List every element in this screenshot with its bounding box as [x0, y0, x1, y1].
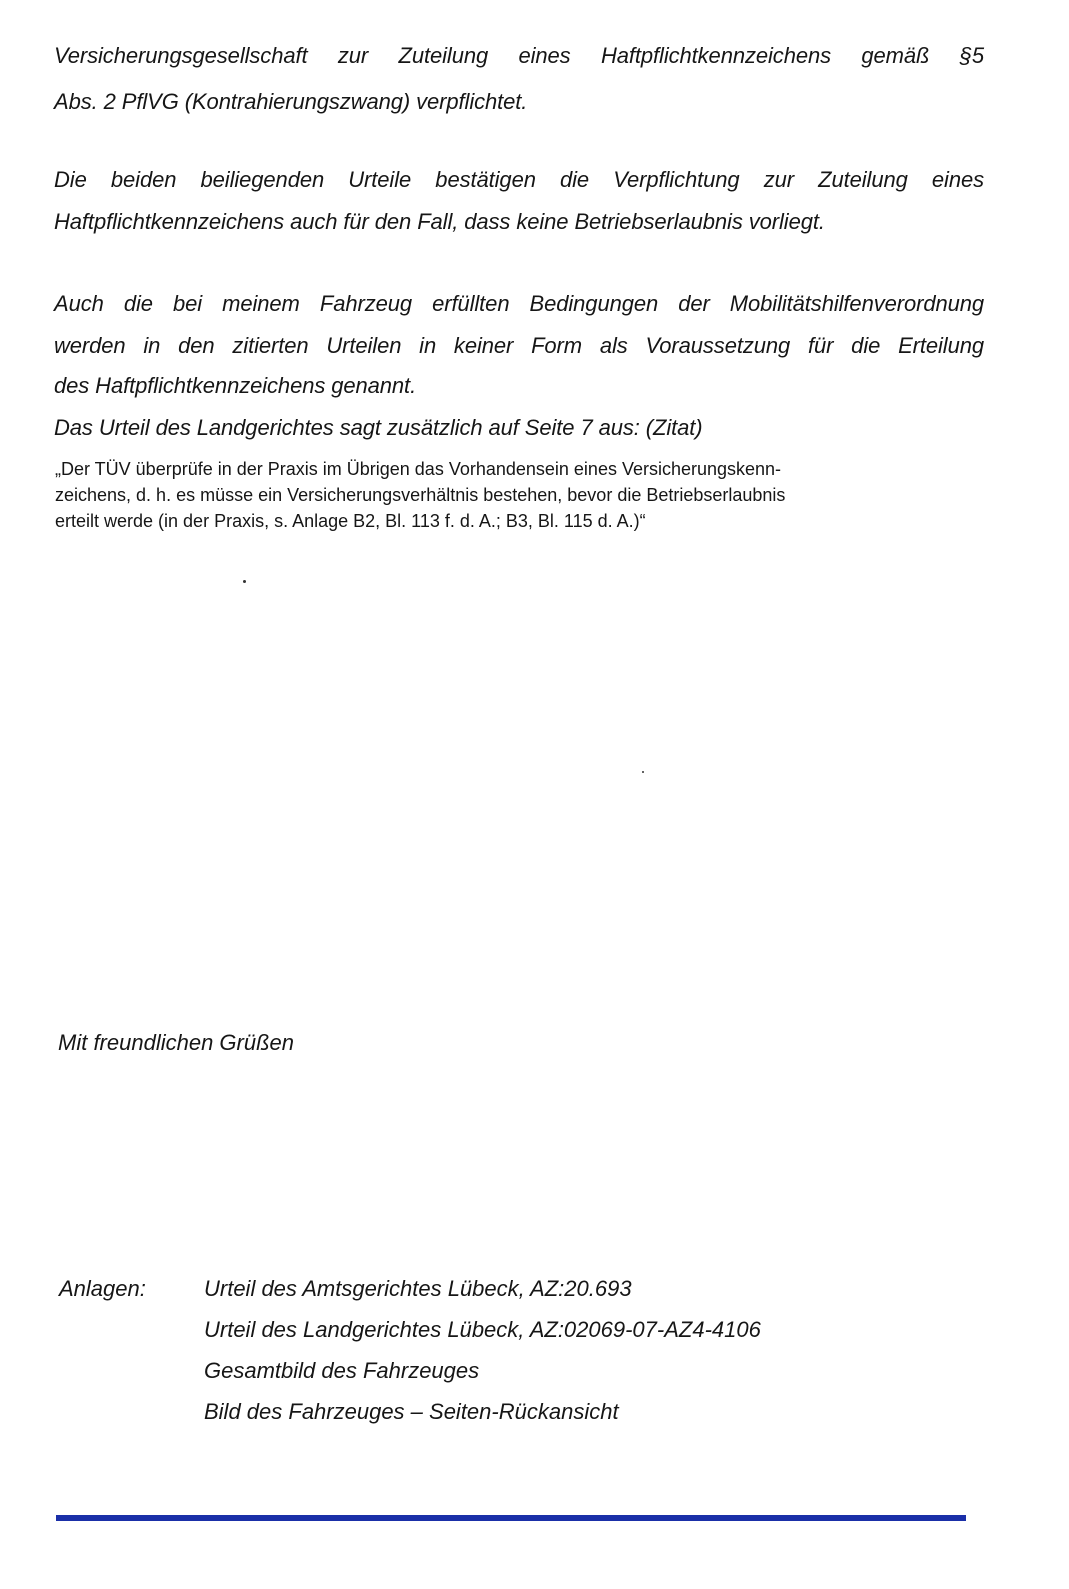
quote-line-3: erteilt werde (in der Praxis, s. Anlage B2, Bl. 113 f. d. A.; B3, Bl. 115 d. A.)“: [55, 511, 646, 531]
paragraph-1-line-1: Versicherungsgesellschaft zur Zuteilung eines Haftpflichtkennzeichens gemäß §5: [54, 43, 984, 68]
paragraph-2-line-2: Haftpflichtkennzeichens auch für den Fall, dass keine Betriebserlaubnis vorliegt.: [54, 209, 825, 234]
closing-salutation: Mit freundlichen Grüßen: [58, 1030, 294, 1055]
paragraph-2-line-1: Die beiden beiliegenden Urteile bestätigen die Verpflichtung zur Zuteilung eines: [54, 167, 984, 192]
quote-line-1: „Der TÜV überprüfe in der Praxis im Übrigen das Vorhandensein eines Versicherungskenn-: [55, 459, 782, 479]
footer-rule: [56, 1515, 966, 1521]
attachment-item: Urteil des Amtsgerichtes Lübeck, AZ:20.693: [204, 1276, 632, 1301]
paragraph-3-line-4: Das Urteil des Landgerichtes sagt zusätzlich auf Seite 7 aus: (Zitat): [54, 415, 703, 440]
scan-speck: [243, 580, 246, 583]
attachments-label: Anlagen:: [59, 1276, 146, 1301]
attachment-item: Bild des Fahrzeuges – Seiten-Rückansicht: [204, 1399, 619, 1424]
paragraph-3-line-3: des Haftpflichtkennzeichens genannt.: [54, 373, 417, 398]
scan-speck: [642, 771, 644, 773]
paragraph-3-line-2: werden in den zitierten Urteilen in keiner Form als Voraussetzung für die Erteilung: [54, 333, 984, 358]
paragraph-3-line-1: Auch die bei meinem Fahrzeug erfüllten Bedingungen der Mobilitätshilfenverordnung: [54, 291, 984, 316]
quote-line-2: zeichens, d. h. es müsse ein Versicherungsverhältnis bestehen, bevor die Betriebserlaubnis: [55, 485, 786, 505]
attachment-item: Gesamtbild des Fahrzeuges: [204, 1358, 480, 1383]
attachment-item: Urteil des Landgerichtes Lübeck, AZ:02069-07-AZ4-4106: [204, 1317, 761, 1342]
paragraph-1-line-2: Abs. 2 PflVG (Kontrahierungszwang) verpflichtet.: [54, 89, 528, 114]
